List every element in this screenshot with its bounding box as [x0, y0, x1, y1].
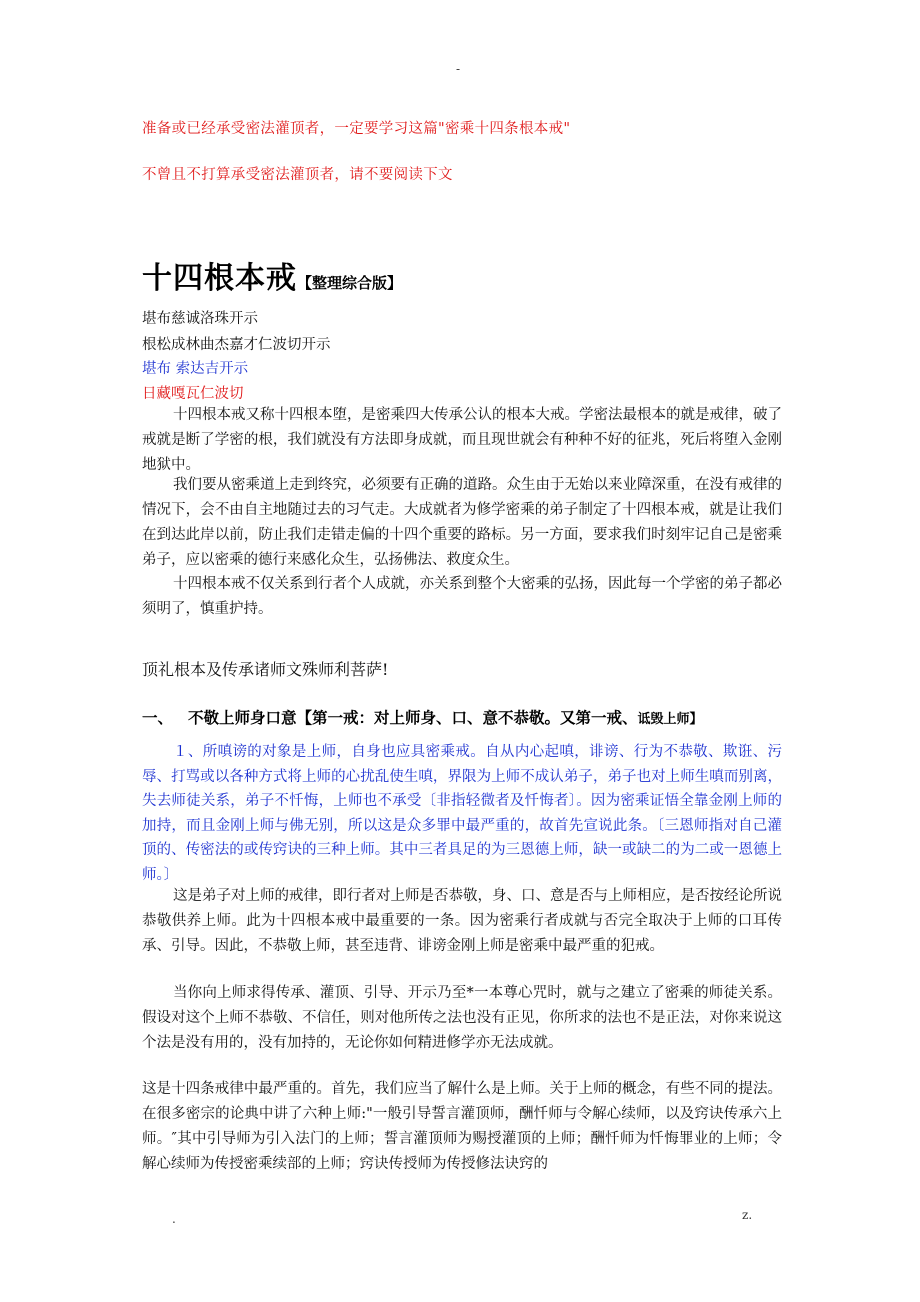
section-heading-text: 不敬上师身口意【第一戒：对上师身、口、意不恭敬。又第一戒、 — [188, 708, 638, 727]
homage-line: 顶礼根本及传承诸师文殊师利菩萨! — [142, 660, 389, 679]
attribution-3: 堪布 索达吉开示 — [142, 361, 249, 377]
title-subtitle: 【整理综合版】 — [297, 274, 403, 292]
attribution-2: 根松成林曲杰嘉才仁波切开示 — [142, 337, 331, 353]
warning-line-2: 不曾且不打算承受密法灌顶者，请不要阅读下文 — [142, 167, 453, 183]
section-paragraph-2: 当你向上师求得传承、灌顶、引导、开示乃至*一本尊心咒时，就与之建立了密乘的师徒关系。假设对这个上师不恭敬、不信任，则对他所传之法也没有正见，你所求的法也不是正法，对你来说这个法是没有用的，没有加持的，无论你如何精进修学亦无法成就。 — [142, 985, 782, 1051]
section-number: 一、 — [142, 708, 174, 727]
intro-paragraph-1: 十四根本戒又称十四根本堕，是密乘四大传承公认的根本大戒。学密法最根本的就是戒律，破了戒就是断了学密的根，我们就没有方法即身成就，而且现世就会有种种不好的征兆，死后将堕入金刚地狱中。 — [142, 407, 782, 473]
footer-left-mark: . — [172, 1212, 176, 1226]
section-heading-tail: 诋毁上师】 — [637, 712, 703, 727]
warning-line-1: 准备或已经承受密法灌顶者，一定要学习这篇"密乘十四条根本戒" — [142, 121, 571, 137]
section-paragraph-3: 这是十四条戒律中最严重的。首先，我们应当了解什么是上师。关于上师的概念，有些不同的提法。在很多密宗的论典中讲了六种上师:"一般引导誓言灌顶师，酬忏师与令解心续师，以及窍诀传承六上师。″其中引导师为引入法门的上师；誓言灌顶师为赐授灌顶的上师；酬忏师为忏悔罪业的上师；令解心续师为传授密乘续部的上师；窍诀传授师为传授修法诀窍的 — [142, 1081, 782, 1172]
header-mark: - — [456, 62, 461, 76]
intro-paragraph-2: 我们要从密乘道上走到终究，必须要有正确的道路。众生由于无始以来业障深重，在没有戒律的情况下，会不由自主地随过去的习气走。大成就者为修学密乘的弟子制定了十四根本戒，就是让我们在到达此岸以前，防止我们走错走偏的十四个重要的路标。另一方面，要求我们时刻牢记自己是密乘弟子，应以密乘的德行来感化众生，弘扬佛法、救度众生。 — [142, 477, 782, 568]
title-main: 十四根本戒 — [142, 261, 297, 296]
attribution-1: 堪布慈诚洛珠开示 — [142, 311, 258, 327]
footer-right-mark: z. — [742, 1208, 753, 1222]
attribution-4: 日藏嘎瓦仁波切 — [142, 386, 244, 402]
section-heading — [142, 706, 703, 728]
section-paragraph-1: 这是弟子对上师的戒律，即行者对上师是否恭敬，身、口、意是否与上师相应，是否按经论所说恭敬供养上师。此为十四根本戒中最重要的一条。因为密乘行者成就与否完全取决于上师的口耳传承、引导。因此，不恭敬上师，甚至违背、诽谤金刚上师是密乘中最严重的犯戒。 — [142, 888, 782, 954]
section-blue-paragraph: １、所嗔谤的对象是上师，自身也应具密乘戒。自从内心起嗔，诽谤、行为不恭敬、欺诳、污辱、打骂或以各种方式将上师的心扰乱使生嗔，界限为上师不成认弟子，弟子也对上师生嗔而别离，失去师徒关系，弟子不忏悔，上师也不承受〔非指轻微者及忏悔者〕。因为密乘证悟全靠金刚上师的加持，而且金刚上师与佛无别，所以这是众多罪中最严重的，故首先宣说此条。〔三恩师指对自己灌顶的、传密法的或传窍诀的三种上师。其中三者具足的为三恩德上师，缺一或缺二的为二或一恩德上师。〕 — [142, 744, 782, 883]
intro-paragraph-3: 十四根本戒不仅关系到行者个人成就，亦关系到整个大密乘的弘扬，因此每一个学密的弟子都必须明了，慎重护持。 — [142, 576, 782, 617]
document-title — [142, 253, 402, 297]
